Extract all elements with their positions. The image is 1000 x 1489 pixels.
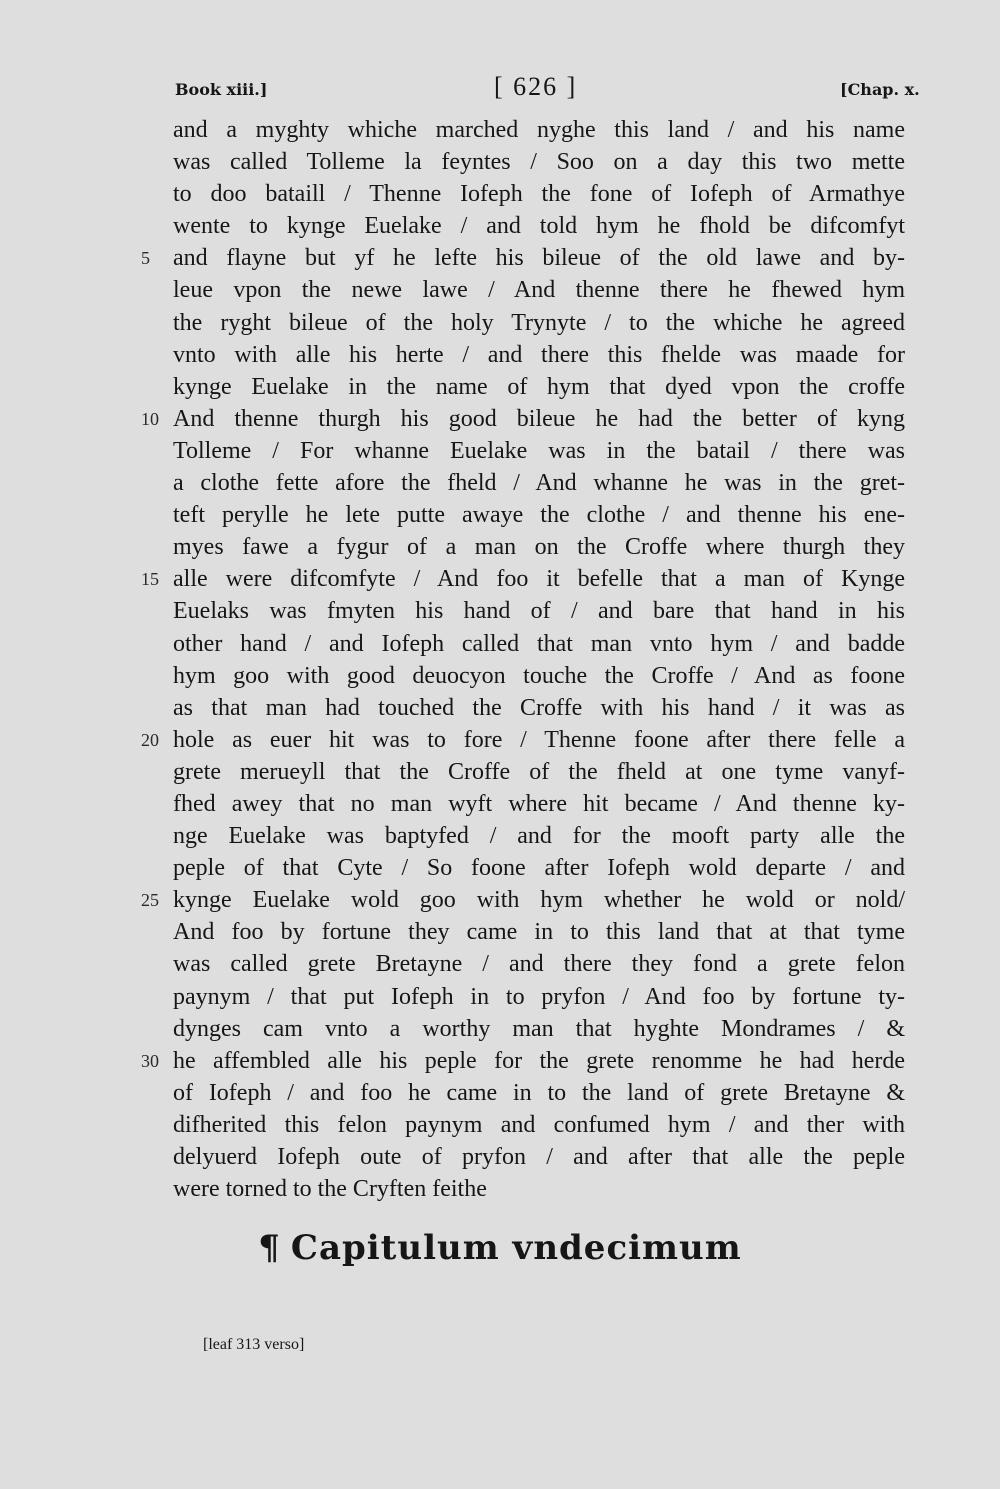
text-line xyxy=(173,756,905,788)
line-text: delyuerd Iofeph oute of pryfon / and after that alle the peple xyxy=(173,1144,905,1170)
line-text: grete merueyll that the Croffe of the fheld at one tyme vanyf- xyxy=(173,758,905,785)
text-line xyxy=(173,435,905,467)
line-text: and a myghty whiche marched nyghe this land / and his name xyxy=(173,117,905,143)
line-text: other hand / and Iofeph called that man vnto hym / and badde xyxy=(173,630,905,657)
text-line xyxy=(173,499,905,531)
line-text: alle were difcomfyte / And foo it befelle that a man of Kynge xyxy=(173,566,905,593)
line-text: a clothe fette afore the fheld / And whanne he was in the gret- xyxy=(173,470,905,497)
text-line xyxy=(173,467,905,499)
line-text: he affembled alle his peple for the grete renomme he had herde xyxy=(173,1047,905,1074)
running-header xyxy=(0,72,1000,108)
line-number: 10 xyxy=(141,408,159,429)
text-line xyxy=(173,660,905,692)
line-text: hym goo with good deuocyon touche the Croffe / And as foone xyxy=(173,662,905,689)
line-text: fhed awey that no man wyft where hit became / And thenne ky- xyxy=(173,790,905,817)
text-line xyxy=(173,274,905,306)
text-line xyxy=(141,724,905,756)
text-line xyxy=(173,628,905,660)
chapter-heading xyxy=(0,1228,1000,1268)
text-line xyxy=(141,242,905,274)
text-line xyxy=(141,884,905,916)
text-line xyxy=(141,1045,905,1077)
body-text xyxy=(141,114,905,1205)
leaf-note: [leaf 313 verso] xyxy=(203,1336,305,1353)
text-line xyxy=(173,1013,905,1045)
line-text: as that man had touched the Croffe with his hand / it was as xyxy=(173,694,905,721)
line-text: the ryght bileue of the holy Trynyte / to the whiche he agreed xyxy=(173,309,905,336)
text-line xyxy=(173,1173,905,1205)
text-line xyxy=(173,1141,905,1173)
text-line xyxy=(173,916,905,948)
text-line xyxy=(173,114,905,146)
line-number: 25 xyxy=(141,890,159,911)
text-line xyxy=(173,948,905,980)
line-text: to doo bataill / Thenne Iofeph the fone of Iofeph of Armathye xyxy=(173,181,905,208)
line-text: and flayne but yf he lefte his bileue of the old lawe and by- xyxy=(173,245,905,272)
pilcrow-icon: ¶ xyxy=(258,1228,281,1268)
text-line xyxy=(173,339,905,371)
text-line xyxy=(173,210,905,242)
line-text: paynym / that put Iofeph in to pryfon / And foo by fortune ty- xyxy=(173,983,905,1010)
line-number: 20 xyxy=(141,729,159,750)
line-text: kynge Euelake in the name of hym that dyed vpon the croffe xyxy=(173,373,905,400)
line-text: And foo by fortune they came in to this land that at that tyme xyxy=(173,919,905,946)
line-text: kynge Euelake wold goo with hym whether he wold or nold/ xyxy=(173,887,905,914)
chapter-number: [Chap. x. xyxy=(840,80,920,99)
line-text: Tolleme / For whanne Euelake was in the batail / there was xyxy=(173,437,905,464)
line-text: hole as euer hit was to fore / Thenne foone after there felle a xyxy=(173,726,905,753)
text-line xyxy=(141,563,905,595)
text-line xyxy=(173,371,905,403)
text-line xyxy=(173,820,905,852)
line-text: nge Euelake was baptyfed / and for the mooft party alle the xyxy=(173,823,905,850)
text-line xyxy=(173,178,905,210)
line-text: vnto with alle his herte / and there this fhelde was maade for xyxy=(173,341,905,368)
line-text: was called grete Bretayne / and there they fond a grete felon xyxy=(173,951,905,978)
line-text: difherited this felon paynym and confumed hym / and ther with xyxy=(173,1111,905,1138)
text-line xyxy=(173,981,905,1013)
text-line xyxy=(173,692,905,724)
line-text: teft perylle he lete putte awaye the clothe / and thenne his ene- xyxy=(173,502,905,529)
line-number: 30 xyxy=(141,1050,159,1071)
text-line xyxy=(173,1109,905,1141)
text-line xyxy=(173,307,905,339)
text-line xyxy=(173,788,905,820)
line-text: Euelaks was fmyten his hand of / and bare that hand in his xyxy=(173,598,905,625)
line-text: myes fawe a fygur of a man on the Croffe where thurgh they xyxy=(173,534,905,561)
chapter-title: Capitulum vndecimum xyxy=(290,1228,742,1268)
line-text: were torned to the Cryften feithe xyxy=(173,1176,487,1203)
page-number: [ 626 ] xyxy=(494,72,578,101)
line-text: And thenne thurgh his good bileue he had the better of kyng xyxy=(173,405,905,432)
book-number: Book xiii.] xyxy=(175,80,268,99)
line-text: leue vpon the newe lawe / And thenne there he fhewed hym xyxy=(173,277,905,304)
line-number: 5 xyxy=(141,248,150,269)
text-line xyxy=(173,146,905,178)
text-line xyxy=(141,403,905,435)
line-text: was called Tolleme la feyntes / Soo on a day this two mette xyxy=(173,149,905,176)
line-text: wente to kynge Euelake / and told hym he fhold be difcomfyt xyxy=(173,213,905,240)
line-text: peple of that Cyte / So foone after Iofeph wold departe / and xyxy=(173,855,905,882)
text-line xyxy=(173,531,905,563)
line-text: of Iofeph / and foo he came in to the land of grete Bretayne & xyxy=(173,1079,905,1106)
text-line xyxy=(173,852,905,884)
text-line xyxy=(173,1077,905,1109)
line-number: 15 xyxy=(141,569,159,590)
line-text: dynges cam vnto a worthy man that hyghte Mondrames / & xyxy=(173,1015,905,1042)
text-line xyxy=(173,595,905,627)
